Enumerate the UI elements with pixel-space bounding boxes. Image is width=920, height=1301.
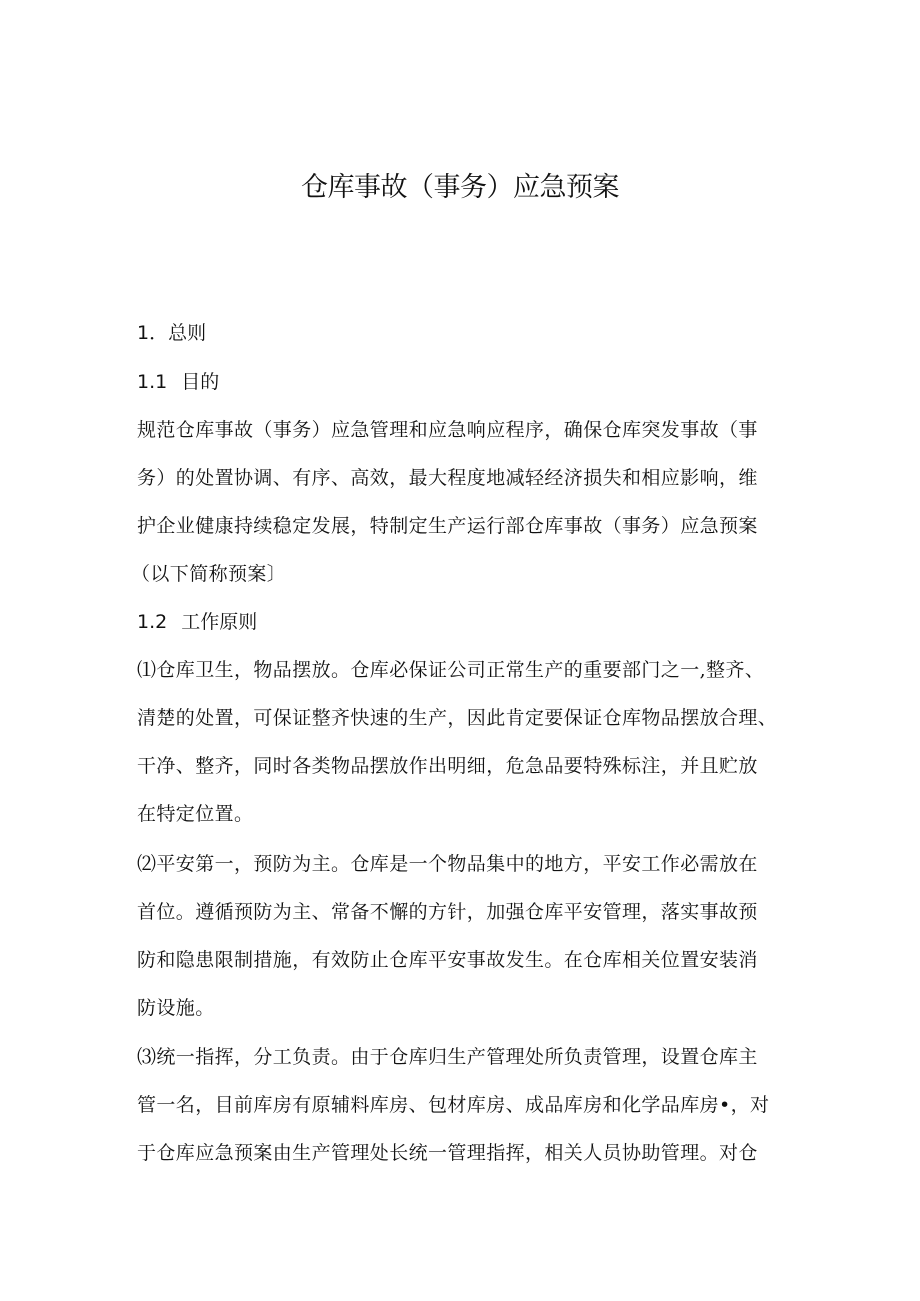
paragraph-line: （以下简称预案〕 <box>131 563 287 585</box>
paragraph-line: ⑴仓库卫生，物品摆放。仓库必保证公司正常生产的重要部门之一,整齐、 <box>137 659 765 681</box>
section-label: 工作原则 <box>181 611 258 633</box>
paragraph-line: 清楚的处置，可保证整齐快速的生产，因此肯定要保证仓库物品摆放合理、 <box>137 707 778 729</box>
paragraph-line: 在特定位置。 <box>137 803 254 825</box>
section-heading-general <box>137 320 206 346</box>
section-number: 1.2 <box>137 611 168 633</box>
paragraph-line: 管一名，目前库房有原辅料库房、包材库房、成品库房和化学品库房•，对 <box>137 1094 770 1116</box>
paragraph-line: 防设施。 <box>137 997 215 1019</box>
paragraph-line: 于仓库应急预案由生产管理处长统一管理指挥，相关人员协助管理。对仓 <box>137 1142 758 1164</box>
paragraph-line: 务）的处置协调、有序、高效，最大程度地减轻经济损失和相应影响，维 <box>137 467 758 489</box>
paragraph-line: ⑵平安第一，预防为主。仓库是一个物品集中的地方，平安工作必需放在 <box>137 853 758 875</box>
paragraph-line: 规范仓库事故（事务）应急管理和应急响应程序，确保仓库突发事故（事 <box>137 419 758 441</box>
paragraph-line: ⑶统一指挥，分工负责。由于仓库归生产管理处所负责管理，设置仓库主 <box>137 1046 758 1068</box>
section-label: 目的 <box>181 371 220 393</box>
paragraph-line: 防和隐患限制措施，有效防止仓库平安事故发生。在仓库相关位置安装消 <box>137 949 758 971</box>
paragraph-line: 护企业健康持续稳定发展，特制定生产运行部仓库事故（事务）应急预案 <box>137 515 758 537</box>
section-number: 1． <box>137 322 169 344</box>
document-title: 仓库事故（事务）应急预案 <box>301 172 619 203</box>
paragraph-line: 干净、整齐，同时各类物品摆放作出明细，危急品要特殊标注，并且贮放 <box>137 755 758 777</box>
paragraph-line: 首位。遵循预防为主、常备不懈的方针，加强仓库平安管理，落实事故预 <box>137 901 758 923</box>
section-heading-principles <box>137 609 257 635</box>
section-heading-purpose <box>137 369 219 395</box>
section-label: 总则 <box>168 322 207 344</box>
section-number: 1.1 <box>137 371 168 393</box>
